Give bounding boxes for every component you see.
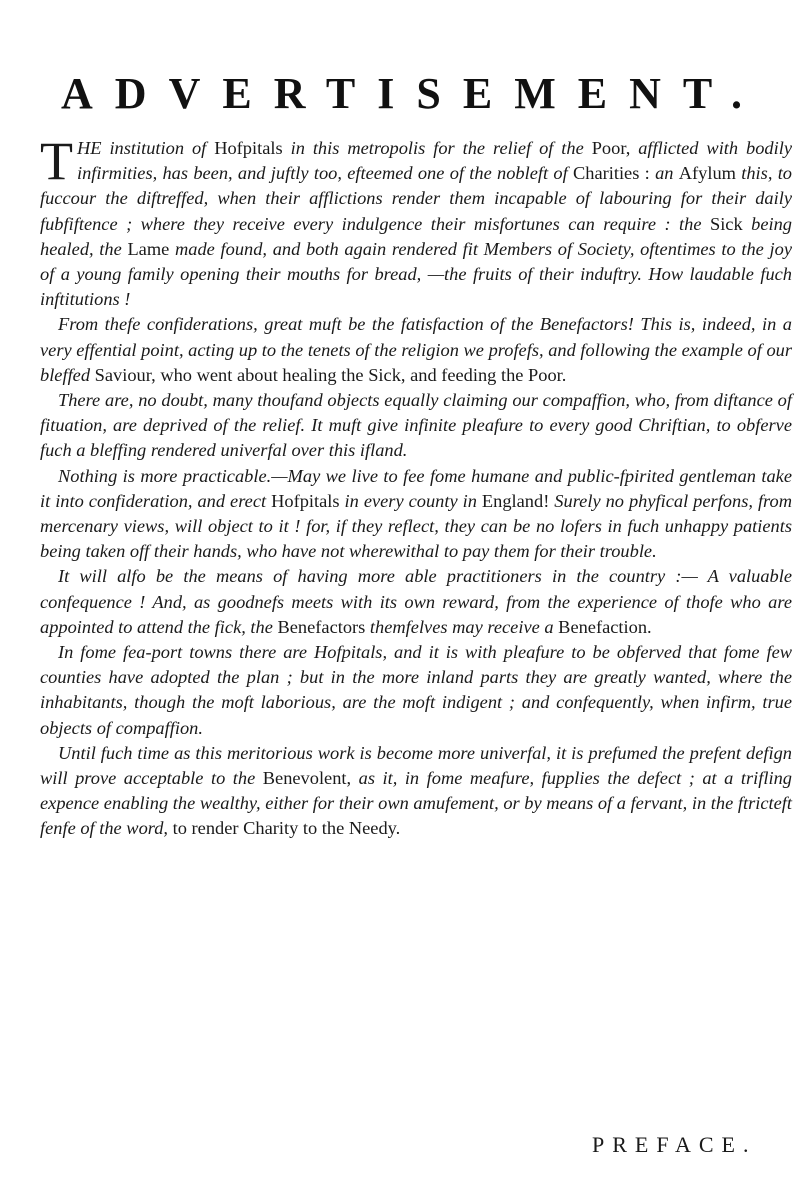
text-segment: Hofpitals bbox=[214, 138, 283, 158]
text-segment: It will alfo be the means of having more able practitioners in the country :— A valuable confequence ! And, as goodnefs meets with its own reward, from the experience of thofe who are appointed to attend the fick, the bbox=[40, 566, 792, 637]
text-segment: afflicted with bodily infirmities, has been, and juftly too, efteemed one of the nobleft of bbox=[77, 138, 792, 184]
text-segment: Lame bbox=[127, 238, 170, 259]
text-segment: this, to fuccour the diftreffed, when their afflictions render them incapable of labouring for their daily fubfiftence ; where they receive every indulgence their misfortunes can require : the bbox=[40, 163, 793, 234]
text-segment: as it, in fome meafure, fupplies the defect ; at a trifling expence enabling the wealthy, either for their own amufement, or by means of a fervant, in the ftricteft fenfe of the word, bbox=[40, 768, 792, 839]
text-segment: Sick bbox=[709, 213, 743, 234]
paragraph bbox=[40, 312, 792, 388]
page-title: ADVERTISEMENT. bbox=[61, 69, 764, 118]
paragraph bbox=[40, 640, 792, 741]
text-segment: Benefactors bbox=[277, 616, 366, 637]
text-segment: Charities : bbox=[572, 163, 656, 184]
text-segment: There are, no doubt, many thoufand objects equally claiming our compaffion, who, from diftance of fituation, are deprived of the relief. It muft give infinite pleafure to every good Chriftian, to obferve fuch a bleffing rendered univerfal over this ifland. bbox=[40, 390, 792, 461]
text-segment: in this metropolis for the relief of the bbox=[282, 138, 592, 158]
text-segment: Benefaction. bbox=[558, 616, 652, 637]
text-segment: Benevolent, bbox=[262, 768, 352, 789]
drop-cap: T bbox=[40, 131, 73, 191]
paragraph bbox=[40, 464, 792, 565]
text-segment: made found, and both again rendered fit Members of Society, oftentimes to the joy of a young family opening their mouths for bread, —the fruits of their induftry. How laudable fuch inftitutions ! bbox=[40, 238, 792, 310]
text-segment: Poor, bbox=[591, 138, 639, 158]
text-segment: HE institution of bbox=[77, 138, 215, 158]
text-segment: being healed, the bbox=[40, 213, 792, 259]
text-segment: England! bbox=[481, 490, 550, 511]
text-segment: to render Charity to the Needy. bbox=[172, 818, 401, 839]
text-segment: Hofpitals bbox=[271, 490, 340, 511]
text-segment: From thefe confiderations, great muft be the fatisfaction of the Benefactors! This is, indeed, in a very effential point, acting up to the tenets of the religion we profefs, and following the example of our bleffed bbox=[40, 314, 792, 385]
text-segment: Until fuch time as this meritorious work is become more univerfal, it is prefumed the prefent defign will prove acceptable to the bbox=[40, 742, 792, 789]
text-segment: Afylum bbox=[678, 163, 736, 184]
paragraph bbox=[40, 741, 792, 842]
advertisement-body bbox=[40, 131, 793, 842]
text-segment: In fome fea-port towns there are Hofpitals, and it is with pleafure to be obferved that fome few counties have adopted the plan ; but in the more inland parts they are greatly wanted, where the inhabitants, though the moft laborious, are the moft indigent ; and confequently, when infirm, true objects of compaffion. bbox=[40, 642, 792, 738]
text-segment: Surely no phyfical perfons, from mercenary views, will object to it ! for, if they reflect, they can be no lofers in fuch unhappy patients being taken off their hands, who have not wherewithal to pay them for their trouble. bbox=[40, 490, 792, 562]
catchword: PREFACE. bbox=[592, 1132, 757, 1157]
paragraph bbox=[40, 131, 793, 312]
text-segment: themfelves may receive a bbox=[365, 616, 559, 637]
text-segment: an bbox=[655, 163, 679, 184]
text-segment: Saviour, who went about healing the Sick, and feeding the Poor. bbox=[94, 364, 567, 385]
paragraph bbox=[40, 564, 792, 640]
text-segment: in every county in bbox=[339, 490, 482, 511]
paragraph bbox=[40, 388, 792, 464]
text-segment: Nothing is more practicable.—May we live to fee fome humane and public-fpirited gentleman take it into confideration, and erect bbox=[40, 465, 792, 511]
